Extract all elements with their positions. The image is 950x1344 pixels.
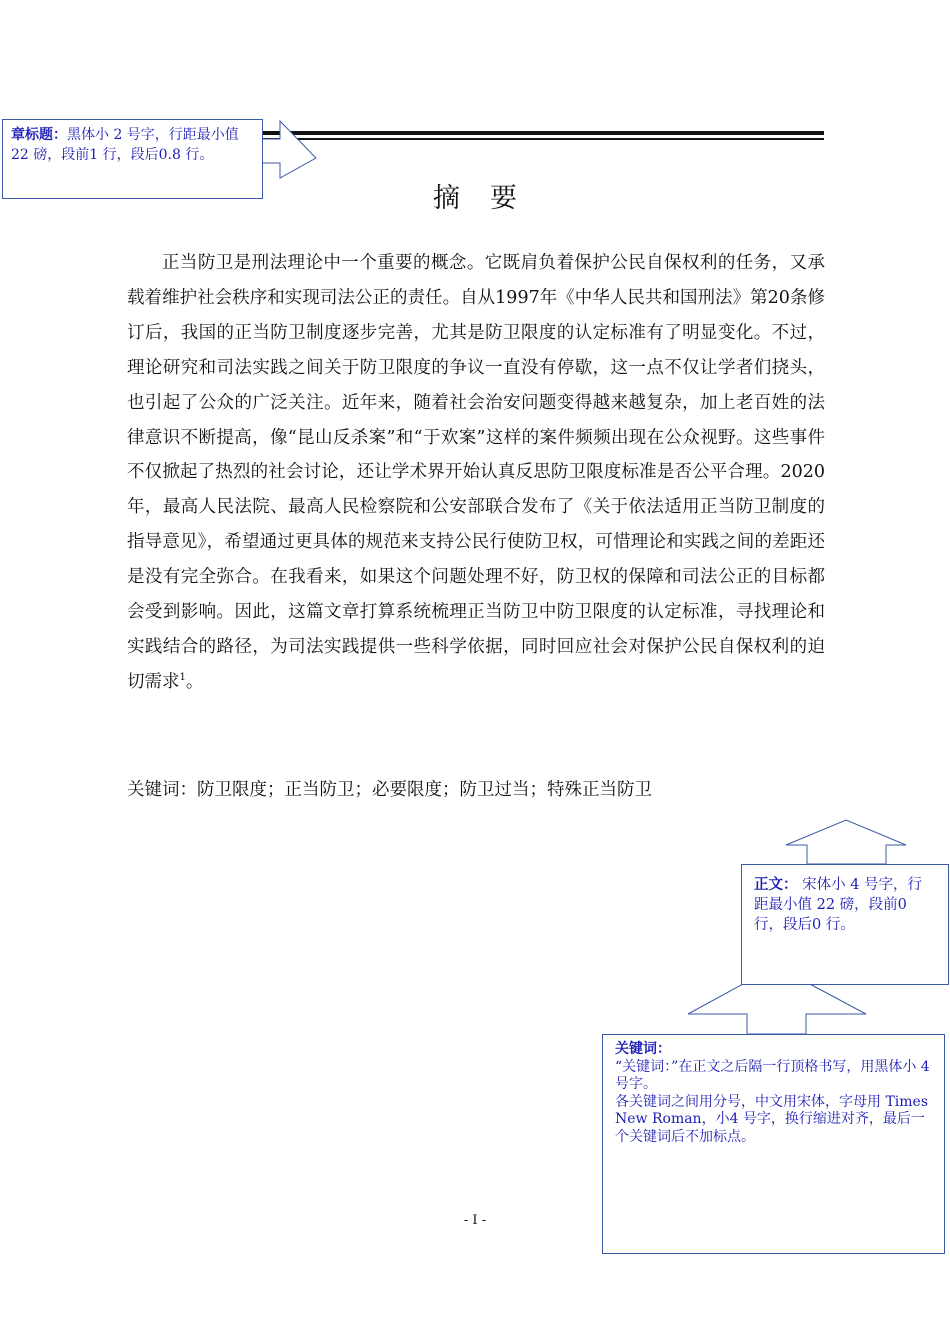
callout-label: 关键词：: [615, 1041, 671, 1057]
keywords-line: [127, 776, 652, 804]
page-title: 摘要: [433, 183, 547, 214]
body-text-callout: [741, 864, 949, 985]
callout-text: 黑体小 2 号字，行距最小值 22 磅，段前1 行，段后0.8 行。: [11, 127, 239, 163]
page-number: - I -: [463, 1213, 487, 1228]
chapter-callout-arrow: [262, 121, 316, 178]
callout-label: 正文：: [754, 877, 798, 893]
body-callout-arrow: [786, 820, 906, 864]
callout-text-line2: 各关键词之间用分号，中文用宋体，字母用 Times New Roman，小4 号字，换行缩进对齐，最后一个关键词后不加标点。: [615, 1093, 929, 1145]
keywords-label: 关键词：: [127, 780, 197, 800]
callout-text: 宋体小 4 号字，行距最小值 22 磅，段前0 行，段后0 行。: [754, 877, 923, 933]
callout-text-line1: “关键词：”在正文之后隔一行顶格书写，用黑体小 4 号字。: [615, 1058, 930, 1092]
abstract-body: [127, 246, 825, 700]
abstract-end: 。: [185, 671, 204, 692]
keywords-text: 防卫限度；正当防卫；必要限度；防卫过当；特殊正当防卫: [197, 780, 652, 800]
abstract-text: 正当防卫是刑法理论中一个重要的概念。它既肩负着保护公民自保权利的任务，又承载着维护社会秩序和实现司法公正的责任。自从1997年《中华人民共和国刑法》第20条修订后，我国的正当防卫制度逐步完善，尤其是防卫限度的认定标准有了明显变化。不过，理论研究和司法实践之间关于防卫限度的争议一直没有停歇，这一点不仅让学者们挠头，也引起了公众的广泛关注。近年来，随着社会治安问题变得越来越复杂，加上老百姓的法律意识不断提高，像“昆山反杀案”和“于欢案”这样的案件频频出现在公众视野。这些事件不仅掀起了热烈的社会讨论，还让学术界开始认真反思防卫限度标准是否公平合理。2020年，最高人民法院、最高人民检察院和公安部联合发布了《关于依法适用正当防卫制度的指导意见》，希望通过更具体的规范来支持公民行使防卫权，可惜理论和实践之间的差距还是没有完全弥合。在我看来，如果这个问题处理不好，防卫权的保障和司法公正的目标都会受到影响。因此，这篇文章打算系统梳理正当防卫中防卫限度的认定标准，寻找理论和实践结合的路径，为司法实践提供一些科学依据，同时回应社会对保护公民自保权利的迫切需求: [127, 253, 825, 692]
callout-label: 章标题：: [11, 127, 67, 143]
footnote-marker[interactable]: 1: [179, 672, 186, 684]
